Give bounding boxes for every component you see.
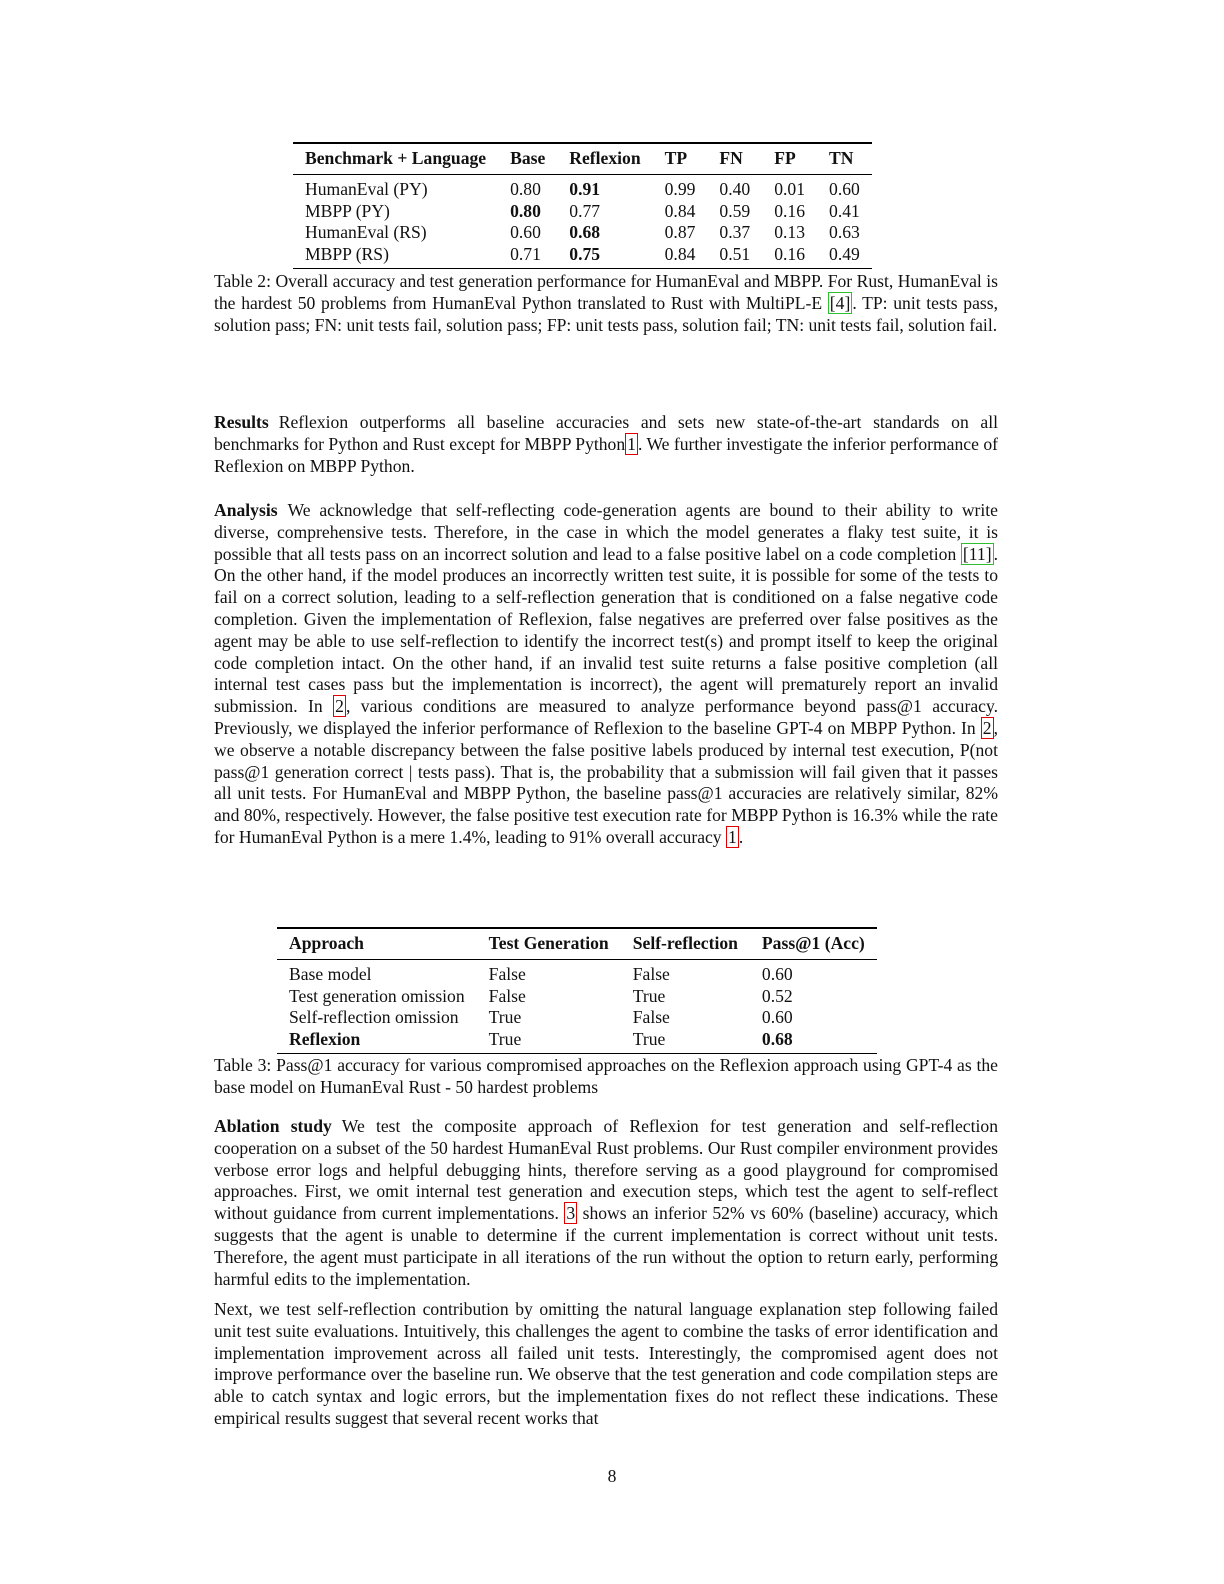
table-row [293,244,872,268]
next-paragraph: Next, we test self-reflection contribution by omitting the natural language explanation step following failed unit test suite evaluations. Intuitively, this challenges the agent to combine the tasks of error identification and implementation improvement across all failed unit tests. Interestingly, the compromised agent does not improve performance over the baseline run. We observe that the test generation and code compilation steps are able to catch syntax and logic errors, but the implementation fixes do not reflect these indications. These empirical results suggest that several recent works that [214,1299,998,1428]
table-cell: HumanEval (PY) [305,178,428,199]
citation-link[interactable]: [4] [829,292,851,313]
table-2-header: Base [510,148,546,168]
table-cell: False [488,963,526,984]
table-3-header: Pass@1 (Acc) [761,933,865,953]
table-3-header: Test Generation [488,933,609,953]
table-ref-link[interactable]: 1 [728,826,737,847]
caption-text: Table 2: Overall accuracy and test generation performance for HumanEval and MBPP. For Rust, HumanEval is the hardest 50 problems from HumanEval Python translated to Rust with MultiPL-E [214,271,998,313]
table-cell: 0.75 [569,244,601,265]
table-cell: False [632,1007,670,1028]
table-cell: 0.84 [664,244,696,265]
table-2-header: TN [829,148,854,168]
table-cell: 0.59 [719,200,751,221]
table-cell: 0.60 [829,178,860,199]
table-cell: 0.41 [829,200,860,221]
ablation-paragraph [214,1116,998,1290]
table-2-header: Reflexion [569,148,641,168]
table-2-header: FP [774,148,796,168]
paragraph-text: We acknowledge that self-reflecting code-generation agents are bound to their ability to write diverse, comprehensive tests. Therefore, in the case in which the model generates a flaky test suite, it is possible that all tests pass on an incorrect solution and lead to a false positive label on a code completion [214,500,998,564]
table-ref-link[interactable]: 2 [335,696,344,717]
table-cell: HumanEval (RS) [305,222,427,243]
paragraph-text: We test the composite approach of Reflexion for test generation and self-reflection cooperation on a subset of the 50 hardest HumanEval Rust problems. Our Rust compiler environment provides verbose error logs and helpful debugging hints, therefore serving as a good playground for compromised approaches. First, we omit internal test generation and execution steps, which test the agent to self-reflect without guidance from current implementations. [214,1116,998,1224]
table-row [277,986,877,1008]
table-2-header: FN [719,148,743,168]
table-cell: 0.49 [829,244,860,265]
table-3 [277,927,877,1054]
table-cell: 0.68 [761,1029,793,1050]
table-2-header: TP [664,148,688,168]
table-2-header: Benchmark + Language [305,148,487,168]
table-3-container [277,927,877,1054]
table-cell: 0.80 [510,200,541,221]
caption-text: . TP: unit tests pass, solution pass; FN: unit tests fail, solution pass; FP: unit tests pass, solution fail; TN: unit tests fail, solution fail. [214,292,998,335]
table-ref-link[interactable]: 2 [982,717,992,738]
table-cell: 0.71 [510,244,541,265]
table-cell: 0.60 [761,963,793,984]
table-cell: 0.91 [569,178,601,199]
table-row [293,174,872,200]
table-cell: 0.99 [664,178,696,199]
table-cell: Test generation omission [289,985,465,1006]
table-cell: 0.68 [569,222,601,243]
paragraph-text: . We further investigate the inferior performance of Reflexion on MBPP Python. [214,433,998,476]
table-cell: False [632,963,670,984]
paragraph-text: , various conditions are measured to analyze performance beyond pass@1 accuracy. Previously, we displayed the inferior performance of Reflexion to the baseline GPT-4 on MBPP Python. In [214,696,998,738]
table-cell: Self-reflection omission [289,1007,459,1028]
table-cell: True [632,1029,666,1050]
ablation-heading: Ablation study [214,1116,332,1136]
table-cell: 0.52 [761,985,793,1006]
table-cell: 0.01 [774,178,806,199]
table-cell: True [488,1007,522,1028]
table-cell: 0.63 [829,222,860,243]
table-cell: 0.40 [719,178,751,199]
table-cell: Reflexion [289,1029,361,1050]
table-cell: 0.37 [719,222,751,243]
page-number: 8 [607,1466,617,1486]
table-2-container [293,142,872,269]
table-cell: MBPP (RS) [305,244,389,265]
table-cell: Base model [289,963,372,984]
table-ref-link[interactable]: 1 [627,433,636,454]
results-paragraph [214,412,998,477]
paragraph-text: shows an inferior 52% vs 60% (baseline) accuracy, which suggests that the agent is unable to determine if the current implementation is correct without unit tests. Therefore, the agent must participate in all iterations of the run without the option to return early, performing harmful edits to the implementation. [214,1203,998,1289]
table-cell: MBPP (PY) [305,200,390,221]
analysis-heading: Analysis [214,500,278,520]
table-cell: 0.60 [510,222,541,243]
table-3-caption: Table 3: Pass@1 accuracy for various compromised approaches on the Reflexion approach using GPT-4 as the base model on HumanEval Rust - 50 hardest problems [214,1055,998,1097]
paragraph-text: . On the other hand, if the model produces an incorrectly written test suite, it is possible for some of the tests to fail on a correct solution, leading to a self-reflection generation that is conditioned on a false negative code completion. Given the implementation of Reflexion, false negatives are preferred over false positives as the agent may be able to use self-reflection to identify the incorrect test(s) and prompt itself to keep the original code completion intact. On the other hand, if an invalid test suite returns a false positive completion (all internal test cases pass but the implementation is incorrect), the agent will prematurely report an invalid submission. In [214,543,998,717]
table-2-caption [214,271,998,336]
table-row [293,201,872,223]
table-3-header: Approach [289,933,364,953]
table-cell: 0.16 [774,200,806,221]
table-cell: 0.77 [569,200,601,221]
table-cell: 0.51 [719,244,751,265]
paragraph-text: . [738,826,744,847]
table-row [293,222,872,244]
table-row [277,959,877,985]
table-cell: 0.87 [664,222,696,243]
paragraph-text: Reflexion outperforms all baseline accuracies and sets new state-of-the-art standards on all benchmarks for Python and Rust except for MBPP Python [214,412,998,454]
results-heading: Results [214,412,269,432]
table-row [277,1007,877,1029]
table-cell: 0.84 [664,200,696,221]
table-cell: True [632,985,666,1006]
table-ref-link[interactable]: 3 [566,1203,576,1224]
table-cell: 0.80 [510,178,541,199]
citation-link[interactable]: [11] [962,543,992,564]
table-cell: 0.16 [774,244,806,265]
paragraph-text: , we observe a notable discrepancy between the false positive labels produced by internal test execution, P(not pass@1 generation correct | tests pass). That is, the probability that a submission will fail given that it passes all unit tests. For HumanEval and MBPP Python, the baseline pass@1 accuracies are relatively similar, 82% and 80%, respectively. However, the false positive test execution rate for MBPP Python is 16.3% while the rate for HumanEval Python is a mere 1.4%, leading to 91% overall accuracy [214,717,998,847]
table-cell: False [488,985,526,1006]
table-cell: 0.60 [761,1007,793,1028]
table-cell: 0.13 [774,222,806,243]
table-cell: True [488,1029,522,1050]
table-2 [293,142,872,269]
table-3-header: Self-reflection [632,933,738,953]
table-row [277,1029,877,1053]
analysis-paragraph [214,500,998,849]
